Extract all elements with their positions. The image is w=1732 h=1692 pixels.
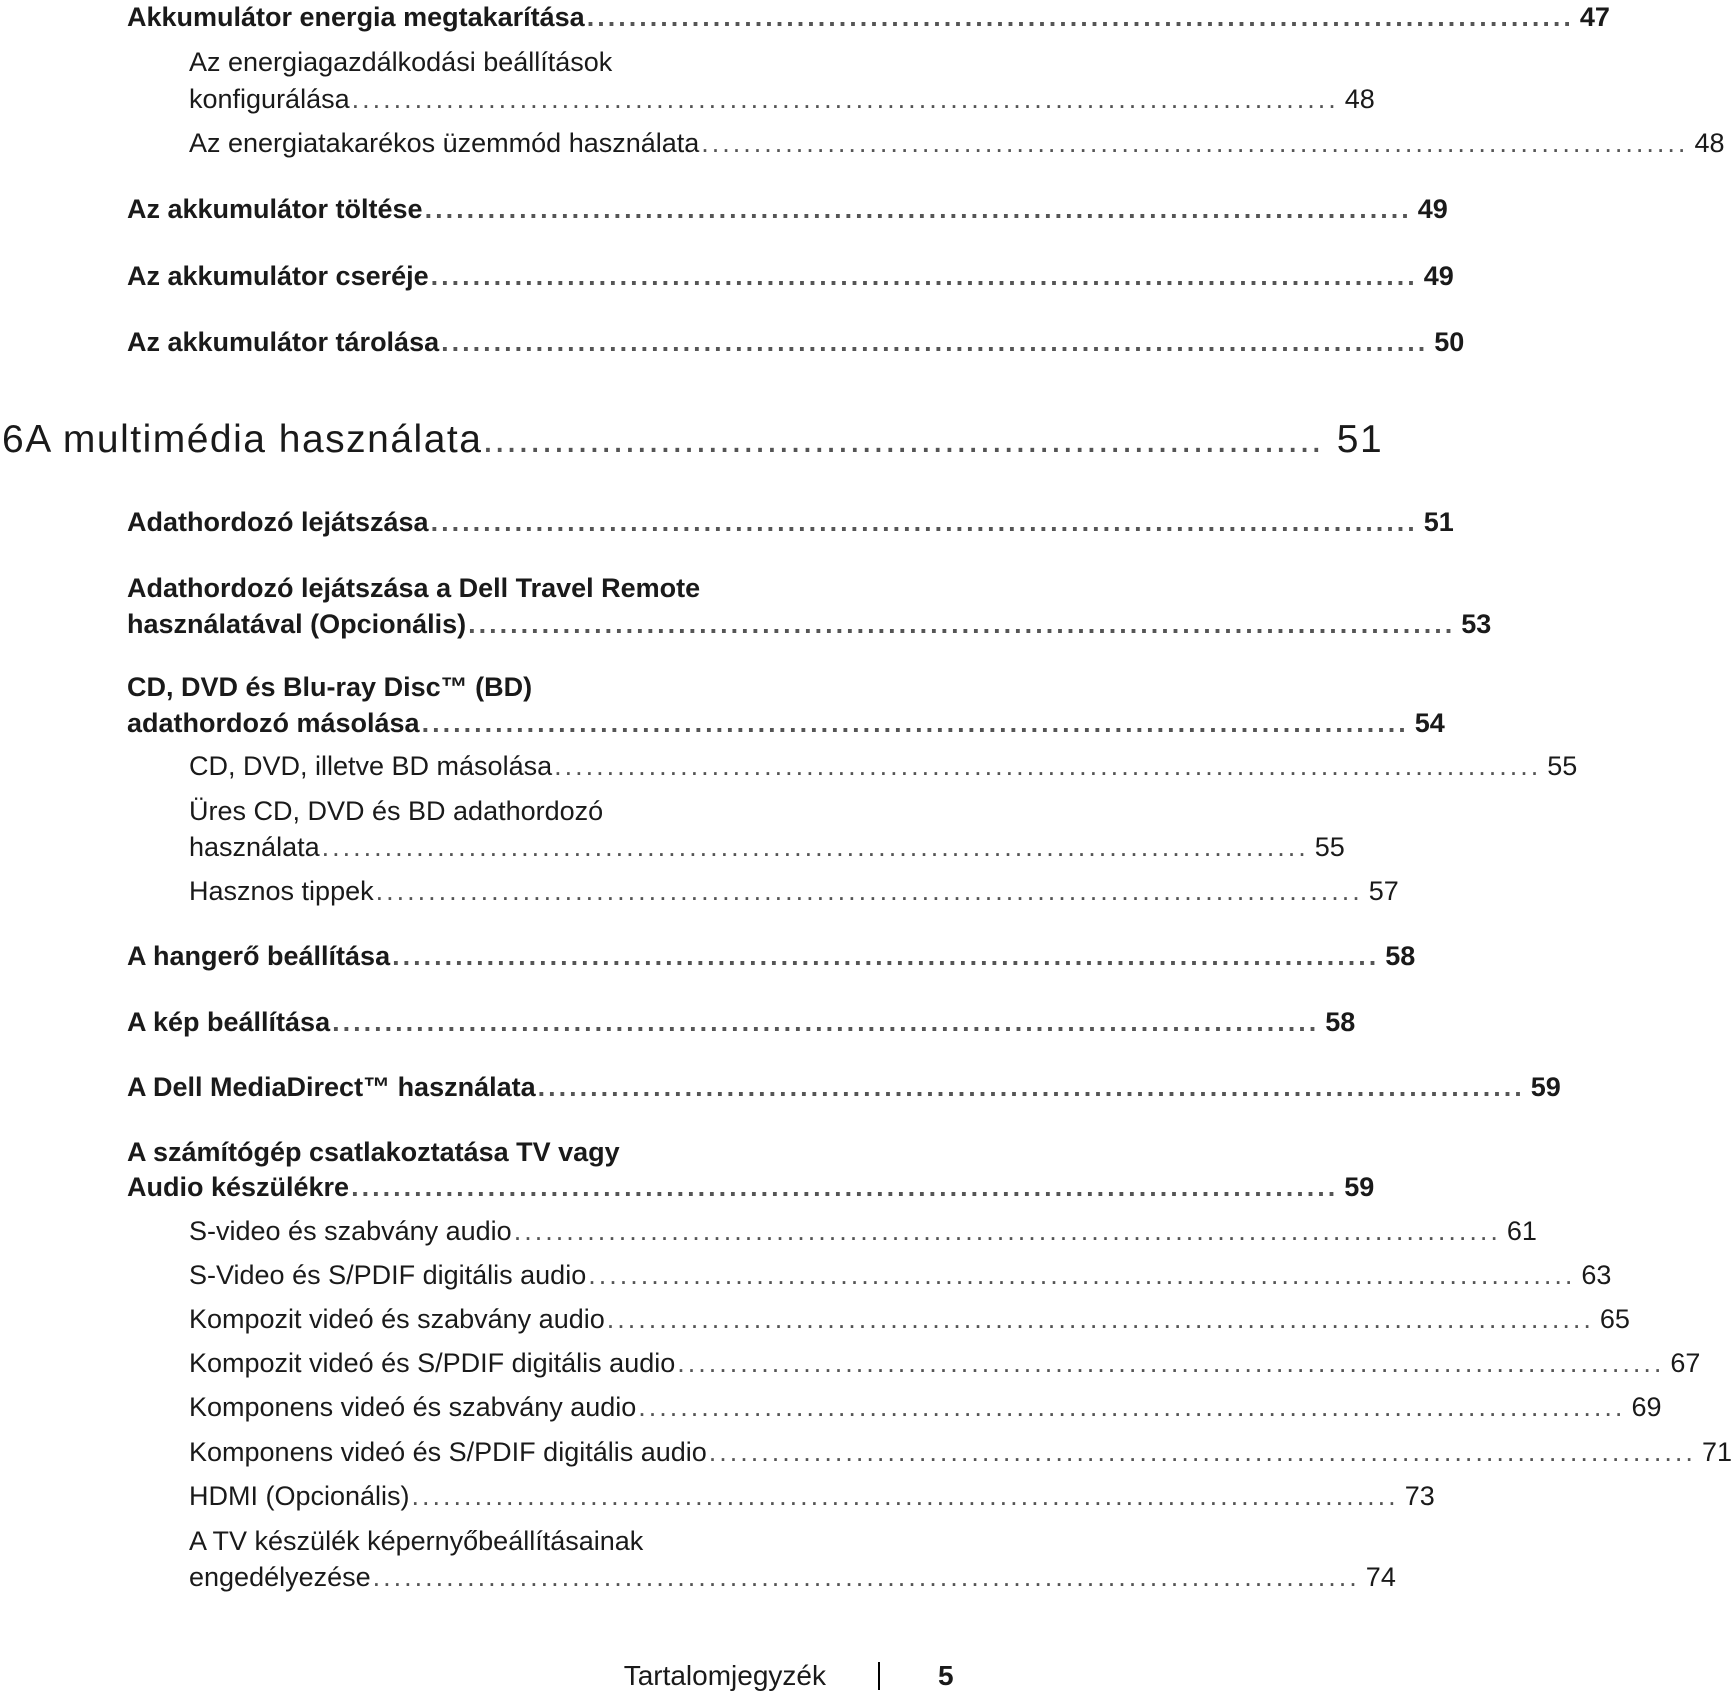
toc-entry-title: Az akkumulátor töltése bbox=[127, 194, 423, 224]
dot-leader: .............................................................................................. bbox=[351, 84, 1339, 114]
toc-entry-title: A hangerő beállítása bbox=[127, 941, 391, 971]
toc-entry-title: használatával (Opcionális) bbox=[127, 609, 467, 639]
toc-page-number: 51 bbox=[1336, 418, 1384, 461]
toc-entry-title-line: Üres CD, DVD és BD adathordozó bbox=[189, 796, 604, 826]
toc-page-number: 59 bbox=[1530, 1072, 1561, 1102]
dot-leader: .............................................................................................. bbox=[588, 1260, 1576, 1290]
chapter-number: 6 bbox=[2, 418, 26, 461]
dot-leader: .............................................................................................. bbox=[421, 708, 1409, 738]
toc-entry-title: A Dell MediaDirect™ használata bbox=[127, 1072, 536, 1102]
chapter-title: A multimédia használata bbox=[25, 418, 483, 461]
toc-entry-title: Akkumulátor energia megtakarítása bbox=[127, 2, 585, 32]
toc-page-number: 53 bbox=[1461, 609, 1492, 639]
toc-entry-title: Az akkumulátor cseréje bbox=[127, 261, 429, 291]
toc-page-number: 73 bbox=[1404, 1481, 1435, 1511]
toc-entry-title-line: A számítógép csatlakoztatása TV vagy bbox=[127, 1137, 620, 1167]
toc-entry-title: Kompozit videó és S/PDIF digitális audio bbox=[189, 1348, 676, 1378]
dot-leader: .............................................................................................. bbox=[424, 194, 1412, 224]
dot-leader: .............................................................................................. bbox=[708, 1437, 1696, 1467]
dot-leader: .............................................................................................. bbox=[321, 832, 1309, 862]
footer-page-number: 5 bbox=[938, 1660, 954, 1691]
dot-leader: .............................................................................................. bbox=[586, 2, 1574, 32]
toc-entry-title: Kompozit videó és szabvány audio bbox=[189, 1304, 605, 1334]
toc-entry-title-line: Az energiagazdálkodási beállítások bbox=[189, 47, 613, 77]
toc-page-number: 59 bbox=[1344, 1172, 1375, 1202]
toc-page-number: 65 bbox=[1599, 1304, 1630, 1334]
toc-entry-title: adathordozó másolása bbox=[127, 708, 420, 738]
dot-leader: .............................................................................................. bbox=[411, 1481, 1399, 1511]
page-footer bbox=[0, 1660, 960, 1691]
toc-page-number: 55 bbox=[1314, 832, 1345, 862]
dot-leader: .............................................................................................. bbox=[638, 1392, 1626, 1422]
dot-leader: .............................................................................................. bbox=[513, 1216, 1501, 1246]
toc-page-number: 55 bbox=[1547, 751, 1578, 781]
toc-page-number: 50 bbox=[1434, 327, 1465, 357]
toc-entry-title: Adathordozó lejátszása bbox=[127, 507, 429, 537]
toc-entry-title: Az energiatakarékos üzemmód használata bbox=[189, 128, 700, 158]
toc-page-number: 57 bbox=[1368, 876, 1399, 906]
dot-leader: .............................................................................................. bbox=[430, 261, 1418, 291]
toc-entry-title: HDMI (Opcionális) bbox=[189, 1481, 410, 1511]
dot-leader: .............................................................................................. bbox=[606, 1304, 1594, 1334]
toc-page-number: 74 bbox=[1365, 1562, 1396, 1592]
footer-separator bbox=[878, 1662, 880, 1690]
toc-entry-title: S-Video és S/PDIF digitális audio bbox=[189, 1260, 587, 1290]
toc-page-number: 71 bbox=[1701, 1437, 1732, 1467]
dot-leader: .............................................................................................. bbox=[332, 1007, 1320, 1037]
toc-page-number: 48 bbox=[1344, 84, 1375, 114]
footer-section-title: Tartalomjegyzék bbox=[623, 1660, 826, 1691]
dot-leader: .............................................................................................. bbox=[537, 1072, 1525, 1102]
toc-page-number: 54 bbox=[1414, 708, 1445, 738]
dot-leader: .............................................................................................. bbox=[677, 1348, 1665, 1378]
toc-entry-title: A kép beállítása bbox=[127, 1007, 331, 1037]
toc-entry-title-line: A TV készülék képernyőbeállításainak bbox=[189, 1526, 644, 1556]
dot-leader: .............................................................................................. bbox=[441, 327, 1429, 357]
dot-leader: .............................................................................................. bbox=[351, 1172, 1339, 1202]
toc-entry-title: CD, DVD, illetve BD másolása bbox=[189, 751, 553, 781]
dot-leader: .............................................................................................. bbox=[375, 876, 1363, 906]
toc-entry-title: S-video és szabvány audio bbox=[189, 1216, 512, 1246]
toc-page-number: 58 bbox=[1385, 941, 1416, 971]
toc-page-number: 69 bbox=[1631, 1392, 1662, 1422]
toc-page-number: 61 bbox=[1506, 1216, 1537, 1246]
dot-leader: .............................................................................................. bbox=[392, 941, 1380, 971]
toc-entry-title: használata bbox=[189, 832, 320, 862]
toc-entry-title: Komponens videó és szabvány audio bbox=[189, 1392, 637, 1422]
toc-page-number: 51 bbox=[1423, 507, 1454, 537]
dot-leader: ....................................................................... bbox=[482, 418, 1323, 461]
toc-entry-title: Audio készülékre bbox=[127, 1172, 350, 1202]
dot-leader: .............................................................................................. bbox=[468, 609, 1456, 639]
toc-entry-title: konfigurálása bbox=[189, 84, 350, 114]
toc-entry-title: engedélyezése bbox=[189, 1562, 371, 1592]
toc-entry-title-line: CD, DVD és Blu-ray Disc™ (BD) bbox=[127, 672, 533, 702]
toc-page-number: 67 bbox=[1670, 1348, 1701, 1378]
toc-page-number: 48 bbox=[1694, 128, 1725, 158]
toc-page-number: 47 bbox=[1579, 2, 1610, 32]
toc-entry-title-line: Adathordozó lejátszása a Dell Travel Remote bbox=[127, 573, 701, 603]
toc-entry-title: Az akkumulátor tárolása bbox=[127, 327, 440, 357]
dot-leader: .............................................................................................. bbox=[430, 507, 1418, 537]
toc-page-number: 49 bbox=[1417, 194, 1448, 224]
toc-page-number: 49 bbox=[1423, 261, 1454, 291]
toc-page-number: 58 bbox=[1325, 1007, 1356, 1037]
toc-entry-title: Hasznos tippek bbox=[189, 876, 374, 906]
dot-leader: .............................................................................................. bbox=[554, 751, 1542, 781]
dot-leader: .............................................................................................. bbox=[701, 128, 1689, 158]
toc-page-number: 63 bbox=[1581, 1260, 1612, 1290]
dot-leader: .............................................................................................. bbox=[372, 1562, 1360, 1592]
toc-entry-title: Komponens videó és S/PDIF digitális audio bbox=[189, 1437, 707, 1467]
